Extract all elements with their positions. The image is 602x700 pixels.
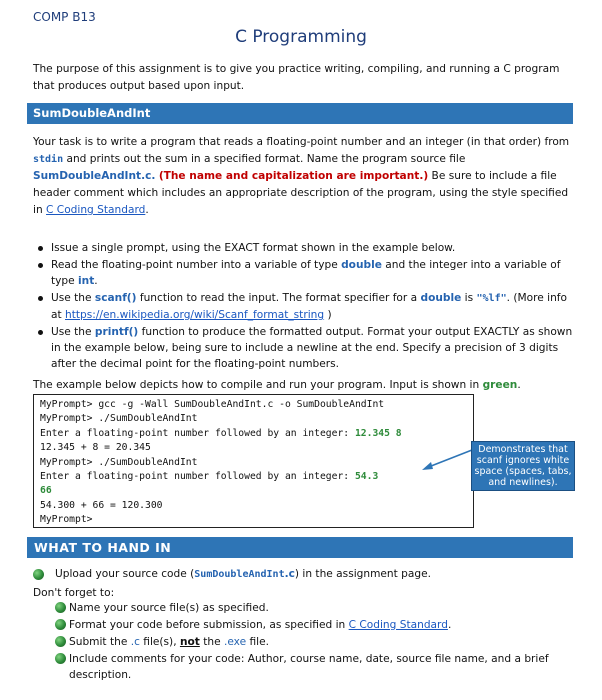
bullet-icon bbox=[38, 330, 43, 335]
scanf-wikipedia-link[interactable]: https://en.wikipedia.org/wiki/Scanf_format_string bbox=[65, 309, 325, 321]
upload-instruction: Upload your source code (SumDoubleAndInt.c) in the assignment page. bbox=[33, 566, 578, 583]
checklist bbox=[55, 600, 570, 684]
list-item: Issue a single prompt, using the EXACT format shown in the example below. bbox=[33, 240, 578, 256]
code-line: 12.345 + 8 = 20.345 bbox=[40, 442, 151, 454]
list-item: Submit the .c file(s), not the .exe file. bbox=[55, 634, 570, 650]
code-line: MyPrompt> bbox=[40, 514, 93, 526]
section-heading-hand-in: WHAT TO HAND IN bbox=[27, 537, 573, 558]
callout-arrow-icon bbox=[418, 448, 474, 472]
green-bullet-icon bbox=[55, 602, 66, 613]
bullet-icon bbox=[38, 263, 43, 268]
green-bullet-icon bbox=[33, 569, 44, 580]
bullet-icon bbox=[38, 246, 43, 251]
terminal-example bbox=[33, 394, 474, 528]
course-code: COMP B13 bbox=[33, 10, 96, 24]
code-line: Enter a floating-point number followed by an integer: bbox=[40, 427, 355, 439]
green-bullet-icon bbox=[55, 619, 66, 630]
important-note: (The name and capitalization are important.) bbox=[158, 170, 429, 182]
list-item: Include comments for your code: Author, course name, date, source file name, and a brief description. bbox=[55, 651, 570, 683]
source-filename: SumDoubleAndInt.c. bbox=[33, 170, 156, 182]
purpose-paragraph: The purpose of this assignment is to give you practice writing, compiling, and running a C program that produces output based upon input. bbox=[33, 63, 560, 92]
task-paragraph: Your task is to write a program that reads a floating-point number and an integer (in that order) from stdin and prints out the sum in a specified format. Name the program source file SumDoubleAndInt.c. (The name and capitalization are important.) Be sure to include a file header comment which includes an appropriate description of the program, using the style specified in C Coding Standard. bbox=[33, 136, 570, 216]
coding-standard-link-2[interactable]: C Coding Standard bbox=[348, 619, 448, 631]
code-line: Enter a floating-point number followed by an integer: bbox=[40, 471, 355, 483]
input-value: 54.3 bbox=[354, 471, 379, 483]
code-line: MyPrompt> ./SumDoubleAndInt bbox=[40, 413, 198, 425]
requirements-list bbox=[33, 240, 578, 373]
list-item: Use the scanf() function to read the input. The format specifier for a double is "%lf". (More info at https://en.wikipedia.org/wiki/Scanf_format_string ) bbox=[33, 290, 578, 323]
list-item: Use the printf() function to produce the formatted output. Format your output EXACTLY as shown in the example below, being sure to include a newline at the end. Specify a precision of 3 digits after the decimal point for the floating-point numbers. bbox=[33, 324, 578, 372]
coding-standard-link[interactable]: C Coding Standard bbox=[46, 204, 146, 216]
list-item: Read the floating-point number into a variable of type double and the integer into a variable of type int. bbox=[33, 257, 578, 289]
code-line: MyPrompt> ./SumDoubleAndInt bbox=[40, 456, 198, 468]
green-bullet-icon bbox=[55, 653, 66, 664]
bullet-icon bbox=[38, 296, 43, 301]
code-line: 54.300 + 66 = 120.300 bbox=[40, 499, 163, 511]
list-item: Format your code before submission, as specified in C Coding Standard. bbox=[55, 617, 570, 633]
input-value: 12.345 8 bbox=[354, 427, 402, 439]
whitespace-callout: Demonstrates that scanf ignores white space (spaces, tabs, and newlines). bbox=[471, 441, 575, 491]
list-item: Name your source file(s) as specified. bbox=[55, 600, 570, 616]
page-title: C Programming bbox=[235, 27, 367, 47]
dont-forget-label: Don't forget to: bbox=[33, 587, 115, 599]
example-intro: The example below depicts how to compile and run your program. Input is shown in green. bbox=[33, 379, 521, 391]
green-bullet-icon bbox=[55, 636, 66, 647]
code-line: MyPrompt> gcc -g -Wall SumDoubleAndInt.c -o SumDoubleAndInt bbox=[40, 399, 385, 410]
stdin-keyword: stdin bbox=[33, 154, 64, 165]
input-value: 66 bbox=[40, 485, 52, 497]
section-heading-sumdoubleandint: SumDoubleAndInt bbox=[27, 103, 573, 124]
